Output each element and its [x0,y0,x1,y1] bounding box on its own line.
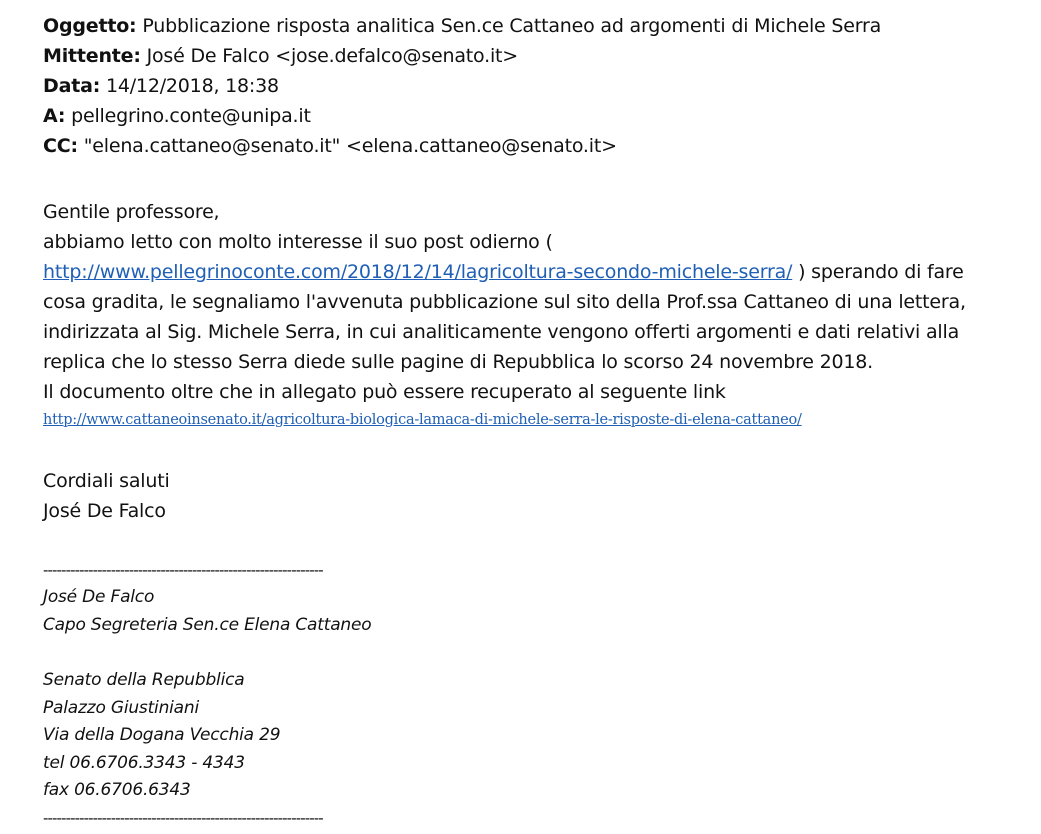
sender-text: José De Falco <jose.defalco@senato.it> [146,45,519,67]
email-header [43,11,881,161]
body-paragraph-1 [43,227,1008,377]
signature-address: Via della Dogana Vecchia 29 [43,725,281,745]
pellegrinoconte-post-link[interactable]: http://www.pellegrinoconte.com/2018/12/14/lagricoltura-secondo-michele-serra/ [43,261,793,283]
sender-line [43,41,881,71]
closing-name: José De Falco [43,500,166,522]
signature-separator-bottom: -------------------------------------------------------------- [43,809,323,827]
cc-label: CC: [43,135,78,157]
signature-identity [43,584,371,639]
greeting: Gentile professore, [43,201,220,223]
para1-after-link: ) sperando di fare cosa gradita, le segnaliamo l'avvenuta pubblicazione sul sito della Prof.ssa Cattaneo di una lettera, indirizzata al Sig. Michele Serra, in cui analiticamente vengono offerti argomenti e dati relativi alla replica che lo stesso Serra diede sulle pagine di Repubblica lo scorso 24 novembre 2018. [43,261,966,373]
subject-text: Pubblicazione risposta analitica Sen.ce Cattaneo ad argomenti di Michele Serra [142,15,882,37]
signature-tel: tel 06.6706.3343 - 4343 [43,752,245,773]
to-label: A: [43,105,66,127]
to-text: pellegrino.conte@unipa.it [71,105,311,127]
date-line [43,71,881,101]
body-paragraph-2: Il documento oltre che in allegato può essere recuperato al seguente link [43,381,726,403]
signature-fax: fax 06.6706.6343 [43,780,191,800]
closing-block [43,466,170,526]
sender-label: Mittente: [43,45,141,67]
closing-salutation: Cordiali saluti [43,470,170,492]
signature-role: Capo Segreteria Sen.ce Elena Cattaneo [43,614,372,635]
cc-text: "elena.cattaneo@senato.it" <elena.cattaneo@senato.it> [83,135,617,157]
to-line [43,101,881,131]
signature-institution: Senato della Repubblica [43,670,245,690]
para1-before-link: abbiamo letto con molto interesse il suo post odierno ( [43,231,553,253]
signature-name: José De Falco [43,587,155,607]
date-text: 14/12/2018, 18:38 [105,75,279,97]
cattaneo-link-line [43,408,1008,432]
email-body [43,197,1008,437]
signature-building: Palazzo Giustiniani [43,697,199,718]
cattaneoinsenato-link[interactable]: http://www.cattaneoinsenato.it/agricoltura-biologica-lamaca-di-michele-serra-le-risposte-di-elena-cattaneo/ [43,412,802,428]
subject-label: Oggetto: [43,15,137,37]
date-label: Data: [43,75,101,97]
subject-line [43,11,881,41]
signature-contacts [43,667,280,805]
cc-line [43,131,881,161]
signature-separator-top: -------------------------------------------------------------- [43,561,323,579]
